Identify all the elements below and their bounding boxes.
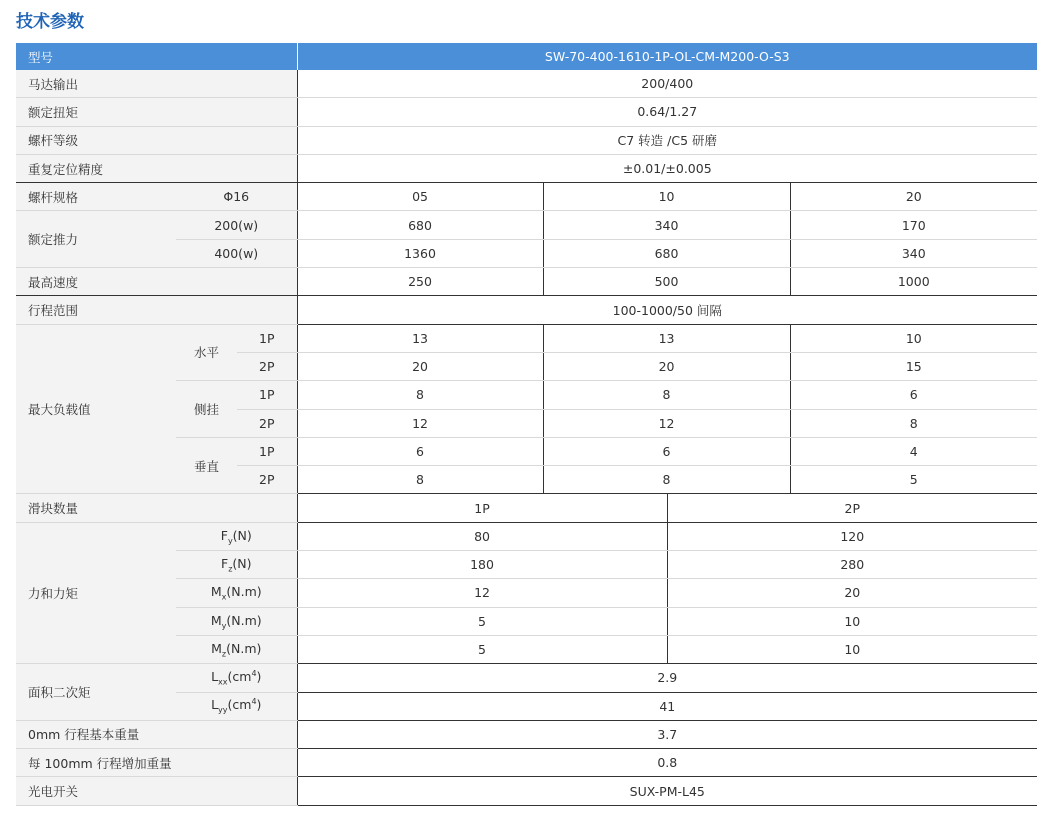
cell-value: 5 xyxy=(790,466,1037,494)
row-label: 滑块数量 xyxy=(16,494,297,522)
model-value: SW-70-400-1610-1P-OL-CM-M200-O-S3 xyxy=(297,43,1037,70)
cell-value: 20 xyxy=(790,183,1037,211)
cell-value: 05 xyxy=(297,183,543,211)
row-label: 0mm 行程基本重量 xyxy=(16,720,297,748)
row-label: 额定扭矩 xyxy=(16,98,297,126)
cell-value: 15 xyxy=(790,352,1037,380)
section-title: 技术参数 xyxy=(16,12,84,32)
cell-value: 10 xyxy=(667,635,1037,663)
cell-value: 10 xyxy=(667,607,1037,635)
photo-switch-row xyxy=(16,777,1037,805)
row-label: 力和力矩 xyxy=(16,522,176,663)
cell-value: 1P xyxy=(297,494,667,522)
row-sublabel: 2P xyxy=(237,352,297,380)
area-moment-row xyxy=(16,664,1037,692)
row-sublabel: $M_y(N.m)$ xyxy=(176,607,297,635)
cell-value: 20 xyxy=(667,579,1037,607)
cell-value: 8 xyxy=(297,466,543,494)
cell-value: 12 xyxy=(543,409,790,437)
row-label: 螺杆等级 xyxy=(16,126,297,154)
cell-value: 180 xyxy=(297,551,667,579)
cell-value: 2.9 xyxy=(297,664,1037,692)
row-label: 面积二次矩 xyxy=(16,664,176,721)
cell-value: 120 xyxy=(667,522,1037,550)
cell-value: 5 xyxy=(297,607,667,635)
screw-spec-row xyxy=(16,183,1037,211)
row-sublabel: 2P xyxy=(237,466,297,494)
row-sublabel: $F_y(N)$ xyxy=(176,522,297,550)
cell-value: 8 xyxy=(297,381,543,409)
row-label: 马达输出 xyxy=(16,70,297,98)
model-label: 型号 xyxy=(16,43,297,70)
cell-value: 20 xyxy=(297,352,543,380)
max-load-row xyxy=(16,324,1037,352)
row-value: 0.64/1.27 xyxy=(297,98,1037,126)
force-moment-row xyxy=(16,522,1037,550)
load-group-label: 侧挂 xyxy=(176,381,237,438)
cell-value: 8 xyxy=(543,466,790,494)
spec-table xyxy=(16,43,1037,806)
cell-value: 340 xyxy=(790,239,1037,267)
row-sublabel: 1P xyxy=(237,324,297,352)
cell-value: 41 xyxy=(297,692,1037,720)
cell-value: 340 xyxy=(543,211,790,239)
row-label: 行程范围 xyxy=(16,296,297,324)
load-group-label: 水平 xyxy=(176,324,237,381)
load-group-label: 垂直 xyxy=(176,437,237,494)
cell-value: 10 xyxy=(790,324,1037,352)
row-sublabel: 200(w) xyxy=(176,211,297,239)
cell-value: 1000 xyxy=(790,268,1037,296)
screw-grade-row xyxy=(16,126,1037,154)
row-label: 额定推力 xyxy=(16,211,176,268)
motor-output-row xyxy=(16,70,1037,98)
row-sublabel: 1P xyxy=(237,437,297,465)
base-weight-row xyxy=(16,720,1037,748)
slider-count-row xyxy=(16,494,1037,522)
row-value: 3.7 xyxy=(297,720,1037,748)
row-sublabel: $L_{yy}(cm^4)$ xyxy=(176,692,297,720)
row-value: SUX-PM-L45 xyxy=(297,777,1037,805)
rated-thrust-row xyxy=(16,211,1037,239)
model-row xyxy=(16,43,1037,70)
repeat-accuracy-row xyxy=(16,154,1037,182)
row-value: 100-1000/50 间隔 xyxy=(297,296,1037,324)
rated-torque-row xyxy=(16,98,1037,126)
cell-value: 6 xyxy=(297,437,543,465)
cell-value: 13 xyxy=(543,324,790,352)
row-sublabel: $F_z(N)$ xyxy=(176,551,297,579)
row-sublabel: Φ16 xyxy=(176,183,297,211)
cell-value: 10 xyxy=(543,183,790,211)
cell-value: 680 xyxy=(543,239,790,267)
max-speed-row xyxy=(16,268,1037,296)
cell-value: 20 xyxy=(543,352,790,380)
cell-value: 13 xyxy=(297,324,543,352)
cell-value: 5 xyxy=(297,635,667,663)
cell-value: 80 xyxy=(297,522,667,550)
row-label: 每 100mm 行程增加重量 xyxy=(16,749,297,777)
row-sublabel: $M_x(N.m)$ xyxy=(176,579,297,607)
row-value: 0.8 xyxy=(297,749,1037,777)
cell-value: 2P xyxy=(667,494,1037,522)
cell-value: 12 xyxy=(297,409,543,437)
row-label: 最大负载值 xyxy=(16,324,176,494)
row-sublabel: 2P xyxy=(237,409,297,437)
row-sublabel: 400(w) xyxy=(176,239,297,267)
cell-value: 8 xyxy=(543,381,790,409)
added-weight-row xyxy=(16,749,1037,777)
cell-value: 1360 xyxy=(297,239,543,267)
cell-value: 12 xyxy=(297,579,667,607)
cell-value: 250 xyxy=(297,268,543,296)
row-value: ±0.01/±0.005 xyxy=(297,154,1037,182)
cell-value: 8 xyxy=(790,409,1037,437)
row-value: C7 转造 /C5 研磨 xyxy=(297,126,1037,154)
row-sublabel: $L_{xx}(cm^4)$ xyxy=(176,664,297,692)
cell-value: 4 xyxy=(790,437,1037,465)
cell-value: 280 xyxy=(667,551,1037,579)
stroke-range-row xyxy=(16,296,1037,324)
cell-value: 680 xyxy=(297,211,543,239)
row-sublabel: $M_z(N.m)$ xyxy=(176,635,297,663)
cell-value: 6 xyxy=(790,381,1037,409)
row-sublabel: 1P xyxy=(237,381,297,409)
cell-value: 170 xyxy=(790,211,1037,239)
cell-value: 6 xyxy=(543,437,790,465)
cell-value: 500 xyxy=(543,268,790,296)
row-label: 螺杆规格 xyxy=(16,183,176,211)
row-label: 光电开关 xyxy=(16,777,297,805)
row-label: 重复定位精度 xyxy=(16,154,297,182)
row-value: 200/400 xyxy=(297,70,1037,98)
row-label: 最高速度 xyxy=(16,268,297,296)
